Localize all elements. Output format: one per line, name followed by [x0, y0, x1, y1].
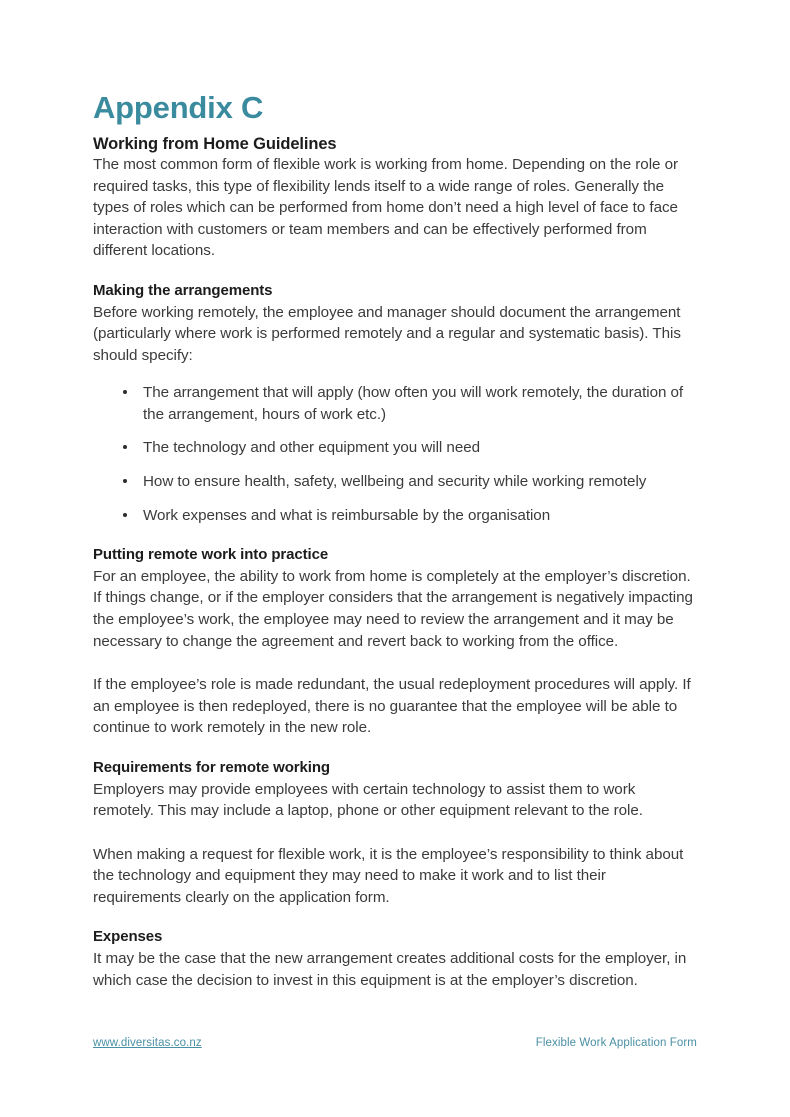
bullet-point-icon — [123, 513, 127, 517]
bullet-point-icon — [123, 390, 127, 394]
list-item-label: Work expenses and what is reimbursable by the organisation — [143, 506, 551, 524]
footer-website-link[interactable]: www.diversitas.co.nz — [93, 1037, 202, 1049]
section-making-the-arrangements — [93, 281, 697, 526]
section-paragraph: It may be the case that the new arrangement creates additional costs for the employer, in which case the decision to invest in this equipment is at the employer’s discretion. — [93, 950, 687, 989]
list-item — [93, 505, 697, 527]
section-putting-remote-work-into-practice — [93, 545, 697, 739]
section-expenses — [93, 927, 697, 991]
requirements-bullet-list — [93, 382, 697, 526]
section-heading: Making the arrangements — [93, 281, 273, 299]
section-requirements-for-remote-working — [93, 758, 697, 909]
list-item — [93, 471, 697, 493]
section-heading: Putting remote work into practice — [93, 546, 329, 564]
list-item — [93, 382, 697, 425]
list-item-label: The arrangement that will apply (how often you will work remotely, the duration of the arrangement, hours of work etc.) — [143, 384, 684, 423]
bullet-point-icon — [123, 445, 127, 449]
page-title: Appendix C — [93, 90, 264, 125]
section-paragraph: Employers may provide employees with certain technology to assist them to work remotely. This may include a laptop, phone or other equipment relevant to the role. — [93, 780, 643, 820]
page-subtitle: Working from Home Guidelines — [93, 135, 337, 153]
section-heading: Expenses — [93, 928, 163, 946]
section-heading: Requirements for remote working — [93, 758, 330, 776]
list-item — [93, 437, 697, 459]
page-footer — [93, 1037, 697, 1049]
section-paragraph: If the employee’s role is made redundant, the usual redeployment procedures will apply. If an employee is then redeployed, there is no guarantee that the employee will be able to continue to work remotely in the new role. — [93, 676, 691, 737]
section-paragraph: For an employee, the ability to work from home is completely at the employer’s discretion. If things change, or if the employer considers that the arrangement is negatively impacting the employee’s work, the employee may need to review the arrangement and it may be necessary to change the agreement and revert back to working from the office. — [93, 567, 693, 650]
document-content — [93, 92, 697, 991]
list-item-label: How to ensure health, safety, wellbeing and security while working remotely — [143, 473, 647, 491]
intro-paragraph: The most common form of flexible work is working from home. Depending on the role or required tasks, this type of flexibility lends itself to a wide range of roles. Generally the types of roles which can be performed from home don’t need a high level of face to face interaction with customers or team members and can be effectively performed from different locations. — [93, 155, 678, 260]
section-paragraph: Before working remotely, the employee and manager should document the arrangement (particularly where work is performed remotely and a regular and systematic basis). This should specify: — [93, 303, 681, 364]
list-item-label: The technology and other equipment you will need — [143, 439, 481, 457]
footer-form-title: Flexible Work Application Form — [535, 1037, 697, 1049]
section-paragraph: When making a request for flexible work, it is the employee’s responsibility to think about the technology and equipment they may need to make it work and to list their requirements clearly on the application form. — [93, 845, 684, 906]
bullet-point-icon — [123, 479, 127, 483]
